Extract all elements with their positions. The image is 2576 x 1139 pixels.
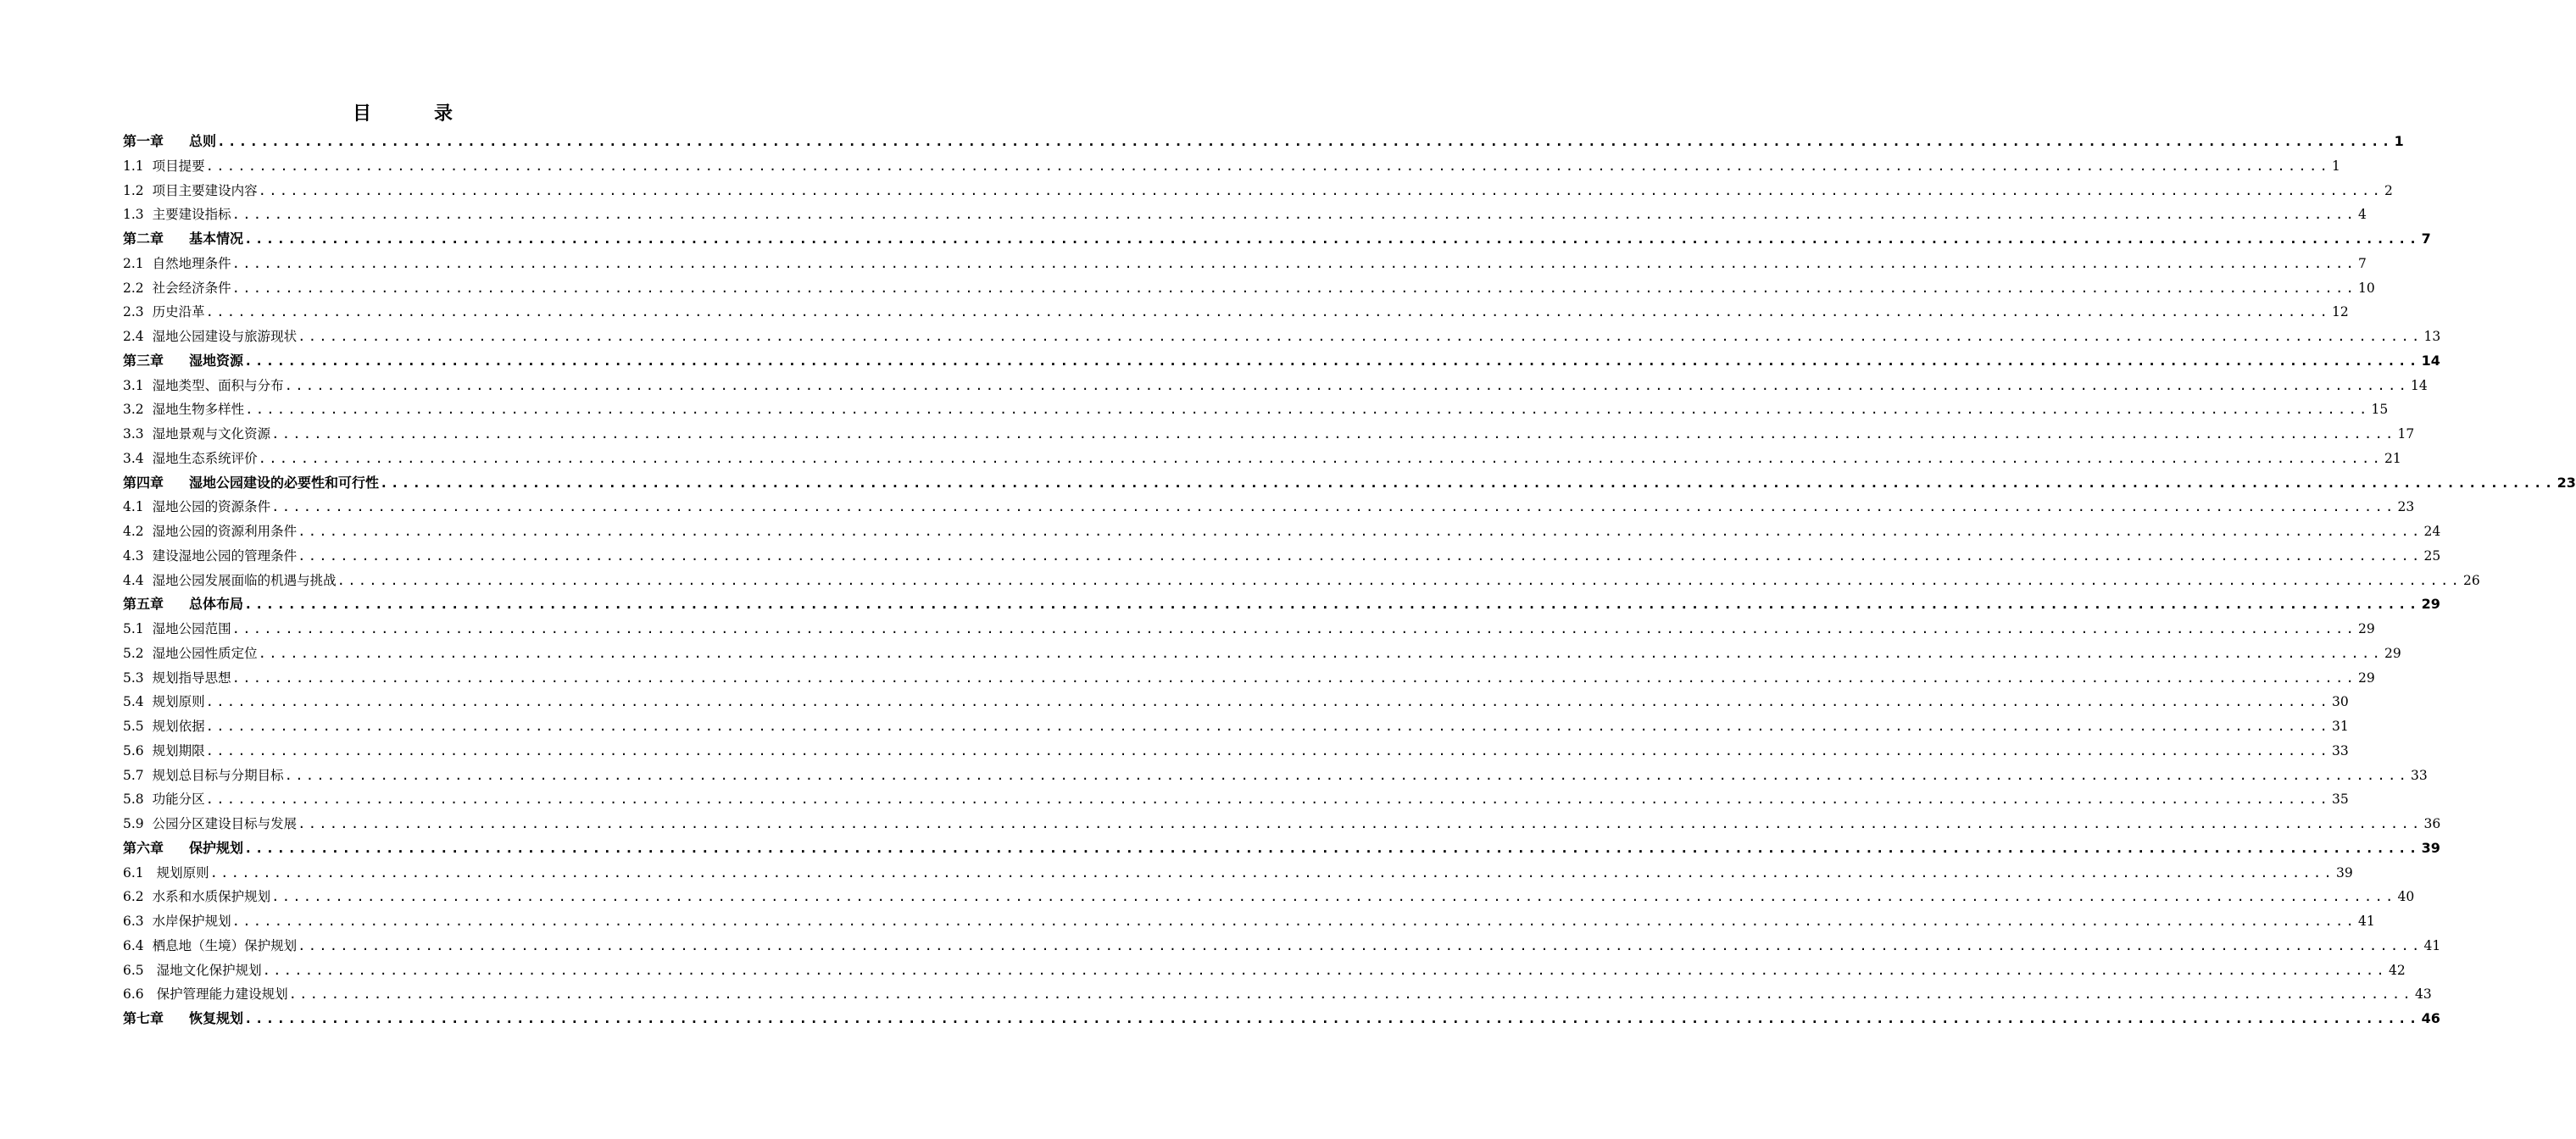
toc-entry-title: 湿地文化保护规划 bbox=[152, 962, 262, 978]
toc-entry-page-number: 7 bbox=[2358, 255, 2367, 271]
toc-entry-title: 规划原则 bbox=[152, 694, 205, 710]
dot-leader: ........................................................................................................................................................................................................ bbox=[284, 767, 2410, 783]
toc-entry-number: 2.4 bbox=[123, 329, 144, 344]
toc-section-entry[interactable] bbox=[123, 690, 2349, 714]
toc-entry-label bbox=[123, 203, 231, 227]
toc-entry-title: 功能分区 bbox=[152, 792, 205, 808]
toc-entry-label bbox=[123, 325, 297, 349]
toc-entry-label bbox=[123, 714, 205, 739]
table-of-contents bbox=[123, 130, 2576, 1031]
toc-entry-number: 2.2 bbox=[123, 280, 144, 296]
toc-entry-title: 规划总目标与分期目标 bbox=[152, 767, 284, 783]
toc-entry-label bbox=[123, 934, 297, 958]
toc-entry-number: 5.1 bbox=[123, 621, 144, 636]
toc-entry-number: 5.6 bbox=[123, 742, 144, 758]
toc-entry-title: 水岸保护规划 bbox=[152, 914, 231, 929]
dot-leader: ........................................................................................................................................................................................................ bbox=[258, 450, 2384, 466]
toc-entry-page-number: 2 bbox=[2384, 182, 2393, 198]
toc-section-entry[interactable] bbox=[123, 764, 2428, 788]
toc-entry-label bbox=[123, 617, 231, 642]
toc-entry-title: 湿地公园建设与旅游现状 bbox=[152, 329, 298, 344]
dot-leader: ........................................................................................................................................................................................................ bbox=[205, 304, 2331, 320]
toc-entry-page-number: 39 bbox=[2335, 864, 2353, 881]
toc-entry-page-number: 14 bbox=[2421, 352, 2440, 369]
dot-leader: ........................................................................................................................................................................................................ bbox=[245, 402, 2370, 418]
toc-entry-label bbox=[123, 154, 205, 179]
dot-leader: ........................................................................................................................................................................................................ bbox=[205, 694, 2331, 710]
toc-entry-page-number: 29 bbox=[2358, 621, 2375, 636]
toc-section-entry[interactable] bbox=[123, 812, 2441, 836]
toc-entry-page-number: 1 bbox=[2332, 158, 2340, 174]
toc-entry-page-number: 12 bbox=[2332, 304, 2349, 320]
toc-entry-page-number: 29 bbox=[2384, 645, 2401, 661]
toc-entry-title: 规划依据 bbox=[152, 719, 205, 734]
dot-leader: ........................................................................................................................................................................................................ bbox=[244, 352, 2420, 369]
toc-entry-number: 3.3 bbox=[123, 426, 144, 442]
toc-entry-label bbox=[123, 861, 209, 886]
toc-section-entry[interactable] bbox=[123, 569, 2480, 593]
toc-entry-number: 5.2 bbox=[123, 645, 144, 661]
toc-entry-title: 湿地公园发展面临的机遇与挑战 bbox=[152, 572, 337, 588]
toc-entry-title: 栖息地（生境）保护规划 bbox=[152, 937, 298, 953]
dot-leader: ........................................................................................................................................................................................................ bbox=[337, 572, 2462, 588]
toc-entry-number: 1.2 bbox=[123, 182, 144, 198]
dot-leader: ........................................................................................................................................................................................................ bbox=[231, 207, 2357, 223]
toc-entry-page-number: 4 bbox=[2358, 207, 2367, 223]
toc-entry-label bbox=[123, 130, 216, 154]
toc-entry-title: 湿地公园的资源利用条件 bbox=[152, 524, 298, 539]
toc-chapter-entry[interactable] bbox=[123, 1007, 2440, 1031]
toc-entry-number: 5.9 bbox=[123, 816, 144, 831]
toc-section-entry[interactable] bbox=[123, 787, 2349, 812]
dot-leader: ........................................................................................................................................................................................................ bbox=[205, 158, 2331, 174]
toc-entry-title: 主要建设指标 bbox=[152, 207, 231, 223]
dot-leader: ........................................................................................................................................................................................................ bbox=[231, 280, 2357, 296]
dot-leader: ........................................................................................................................................................................................................ bbox=[298, 524, 2423, 539]
toc-entry-page-number: 42 bbox=[2388, 962, 2406, 978]
toc-entry-label bbox=[123, 422, 270, 447]
toc-entry-page-number: 17 bbox=[2397, 426, 2415, 442]
toc-chapter-entry[interactable] bbox=[123, 130, 2404, 154]
toc-entry-title: 项目提要 bbox=[152, 158, 205, 174]
dot-leader: ........................................................................................................................................................................................................ bbox=[244, 839, 2420, 856]
toc-entry-label bbox=[123, 544, 297, 569]
toc-entry-label bbox=[123, 982, 288, 1007]
dot-leader: ........................................................................................................................................................................................................ bbox=[284, 377, 2410, 393]
toc-section-entry[interactable] bbox=[123, 203, 2367, 227]
toc-entry-title: 湿地生物多样性 bbox=[152, 402, 245, 418]
toc-entry-number: 4.2 bbox=[123, 524, 144, 539]
toc-entry-number: 5.4 bbox=[123, 694, 144, 710]
toc-section-entry[interactable] bbox=[123, 617, 2375, 642]
dot-leader: ........................................................................................................................................................................................................ bbox=[380, 474, 2556, 491]
toc-section-entry[interactable] bbox=[123, 739, 2349, 764]
toc-entry-title: 基本情况 bbox=[189, 231, 244, 247]
toc-entry-number: 第二章 bbox=[123, 231, 164, 247]
toc-section-entry[interactable] bbox=[123, 519, 2441, 544]
toc-entry-title: 湿地景观与文化资源 bbox=[152, 426, 271, 442]
dot-leader: ........................................................................................................................................................................................................ bbox=[231, 621, 2357, 636]
toc-entry-title: 湿地公园的资源条件 bbox=[152, 499, 271, 515]
toc-entry-page-number: 36 bbox=[2423, 816, 2441, 831]
toc-entry-title: 历史沿革 bbox=[152, 304, 205, 320]
dot-leader: ........................................................................................................................................................................................................ bbox=[205, 719, 2331, 734]
toc-section-entry[interactable] bbox=[123, 154, 2340, 179]
toc-entry-number: 4.4 bbox=[123, 572, 144, 588]
toc-section-entry[interactable] bbox=[123, 544, 2441, 569]
dot-leader: ........................................................................................................................................................................................................ bbox=[288, 986, 2413, 1003]
dot-leader: ........................................................................................................................................................................................................ bbox=[298, 937, 2423, 953]
toc-entry-title: 水系和水质保护规划 bbox=[152, 889, 271, 905]
toc-entry-page-number: 26 bbox=[2463, 572, 2480, 588]
toc-entry-label bbox=[123, 592, 243, 617]
dot-leader: ........................................................................................................................................................................................................ bbox=[262, 962, 2387, 978]
toc-entry-title: 规划期限 bbox=[152, 742, 205, 758]
toc-entry-label bbox=[123, 909, 231, 934]
toc-entry-title: 总则 bbox=[189, 133, 217, 149]
toc-section-entry[interactable] bbox=[123, 885, 2415, 909]
toc-entry-title: 湿地公园范围 bbox=[152, 621, 231, 636]
toc-entry-number: 1.3 bbox=[123, 207, 144, 223]
toc-entry-label bbox=[123, 179, 258, 203]
toc-section-entry[interactable] bbox=[123, 447, 2401, 471]
toc-entry-title: 项目主要建设内容 bbox=[152, 182, 258, 198]
toc-entry-title: 湿地类型、面积与分布 bbox=[152, 377, 284, 393]
toc-section-entry[interactable] bbox=[123, 397, 2389, 422]
toc-entry-title: 规划原则 bbox=[152, 864, 209, 881]
toc-entry-title: 湿地生态系统评价 bbox=[152, 450, 258, 466]
toc-entry-page-number: 30 bbox=[2332, 694, 2349, 710]
toc-entry-page-number: 23 bbox=[2397, 499, 2415, 515]
toc-entry-page-number: 25 bbox=[2423, 547, 2441, 564]
toc-entry-label bbox=[123, 787, 205, 812]
dot-leader: ........................................................................................................................................................................................................ bbox=[217, 133, 2393, 149]
toc-entry-label bbox=[123, 666, 231, 691]
toc-section-entry[interactable] bbox=[123, 252, 2367, 276]
toc-chapter-entry[interactable] bbox=[123, 227, 2431, 252]
toc-section-entry[interactable] bbox=[123, 276, 2375, 301]
toc-chapter-entry[interactable] bbox=[123, 471, 2576, 496]
toc-entry-title: 保护管理能力建设规划 bbox=[152, 986, 288, 1003]
toc-title: 目 录 bbox=[352, 103, 475, 125]
dot-leader: ........................................................................................................................................................................................................ bbox=[298, 547, 2423, 564]
toc-entry-title: 总体布局 bbox=[189, 596, 244, 613]
toc-entry-number: 第三章 bbox=[123, 352, 164, 369]
toc-chapter-entry[interactable] bbox=[123, 349, 2440, 374]
toc-entry-page-number: 41 bbox=[2423, 937, 2441, 953]
toc-entry-label bbox=[123, 300, 205, 325]
dot-leader: ........................................................................................................................................................................................................ bbox=[244, 231, 2420, 247]
toc-entry-title: 自然地理条件 bbox=[152, 255, 231, 271]
toc-section-entry[interactable] bbox=[123, 958, 2406, 983]
dot-leader: ........................................................................................................................................................................................................ bbox=[205, 792, 2331, 808]
dot-leader: ........................................................................................................................................................................................................ bbox=[231, 255, 2357, 271]
toc-entry-number: 4.3 bbox=[123, 547, 144, 564]
toc-entry-label bbox=[123, 374, 284, 398]
toc-entry-number: 6.6 bbox=[123, 986, 144, 1003]
toc-section-entry[interactable] bbox=[123, 714, 2349, 739]
toc-section-entry[interactable] bbox=[123, 300, 2349, 325]
toc-entry-page-number: 10 bbox=[2358, 280, 2375, 296]
toc-entry-label bbox=[123, 519, 297, 544]
toc-entry-page-number: 1 bbox=[2394, 133, 2404, 149]
toc-entry-label bbox=[123, 569, 337, 593]
toc-entry-label bbox=[123, 471, 379, 496]
toc-entry-title: 恢复规划 bbox=[189, 1010, 244, 1026]
toc-entry-title: 保护规划 bbox=[189, 839, 244, 856]
dot-leader: ........................................................................................................................................................................................................ bbox=[271, 889, 2396, 905]
dot-leader: ........................................................................................................................................................................................................ bbox=[258, 182, 2384, 198]
toc-entry-page-number: 31 bbox=[2332, 719, 2349, 734]
toc-entry-label bbox=[123, 812, 297, 836]
toc-entry-page-number: 23 bbox=[2557, 474, 2576, 491]
toc-entry-title: 湿地公园建设的必要性和可行性 bbox=[189, 474, 380, 491]
toc-section-entry[interactable] bbox=[123, 325, 2441, 349]
toc-entry-label bbox=[123, 227, 243, 252]
toc-section-entry[interactable] bbox=[123, 861, 2353, 886]
toc-entry-number: 3.4 bbox=[123, 450, 144, 466]
toc-entry-number: 6.3 bbox=[123, 914, 144, 929]
toc-entry-label bbox=[123, 739, 205, 764]
toc-entry-label bbox=[123, 885, 270, 909]
toc-entry-page-number: 41 bbox=[2358, 914, 2375, 929]
toc-entry-title: 建设湿地公园的管理条件 bbox=[152, 547, 298, 564]
toc-entry-label bbox=[123, 690, 205, 714]
toc-entry-number: 6.2 bbox=[123, 889, 144, 905]
toc-entry-title: 湿地资源 bbox=[189, 352, 244, 369]
toc-section-entry[interactable] bbox=[123, 422, 2415, 447]
toc-entry-number: 5.3 bbox=[123, 670, 144, 686]
toc-entry-page-number: 29 bbox=[2421, 596, 2440, 613]
toc-entry-number: 5.8 bbox=[123, 792, 144, 808]
toc-entry-title: 湿地公园性质定位 bbox=[152, 645, 258, 661]
toc-entry-label bbox=[123, 276, 231, 301]
toc-entry-page-number: 46 bbox=[2421, 1010, 2440, 1026]
toc-entry-number: 第五章 bbox=[123, 596, 164, 613]
toc-entry-page-number: 35 bbox=[2332, 792, 2349, 808]
toc-entry-title: 规划指导思想 bbox=[152, 670, 231, 686]
dot-leader: ........................................................................................................................................................................................................ bbox=[298, 816, 2423, 831]
toc-entry-number: 3.2 bbox=[123, 402, 144, 418]
toc-entry-number: 3.1 bbox=[123, 377, 144, 393]
toc-entry-number: 2.3 bbox=[123, 304, 144, 320]
toc-entry-label bbox=[123, 495, 270, 519]
toc-entry-number: 第七章 bbox=[123, 1010, 164, 1026]
toc-entry-number: 6.1 bbox=[123, 864, 144, 881]
toc-chapter-entry[interactable] bbox=[123, 592, 2440, 617]
toc-entry-number: 1.1 bbox=[123, 158, 144, 174]
toc-entry-number: 2.1 bbox=[123, 255, 144, 271]
toc-section-entry[interactable] bbox=[123, 982, 2432, 1007]
toc-entry-page-number: 15 bbox=[2371, 402, 2389, 418]
toc-entry-page-number: 33 bbox=[2332, 742, 2349, 758]
toc-entry-page-number: 13 bbox=[2423, 329, 2441, 344]
toc-entry-label bbox=[123, 397, 244, 422]
toc-entry-title: 社会经济条件 bbox=[152, 280, 231, 296]
dot-leader: ........................................................................................................................................................................................................ bbox=[209, 864, 2334, 881]
toc-section-entry[interactable] bbox=[123, 642, 2401, 666]
dot-leader: ........................................................................................................................................................................................................ bbox=[298, 329, 2423, 344]
toc-section-entry[interactable] bbox=[123, 179, 2393, 203]
toc-entry-number: 6.4 bbox=[123, 937, 144, 953]
toc-entry-page-number: 33 bbox=[2411, 767, 2428, 783]
toc-entry-number: 第四章 bbox=[123, 474, 164, 491]
toc-entry-number: 4.1 bbox=[123, 499, 144, 515]
toc-entry-page-number: 43 bbox=[2414, 986, 2432, 1003]
toc-section-entry[interactable] bbox=[123, 495, 2415, 519]
toc-entry-label bbox=[123, 349, 243, 374]
toc-entry-number: 第一章 bbox=[123, 133, 164, 149]
toc-entry-title: 公园分区建设目标与发展 bbox=[152, 816, 298, 831]
toc-entry-page-number: 7 bbox=[2421, 231, 2431, 247]
toc-entry-label bbox=[123, 836, 243, 861]
toc-entry-label bbox=[123, 958, 262, 983]
toc-entry-label bbox=[123, 447, 258, 471]
dot-leader: ........................................................................................................................................................................................................ bbox=[231, 670, 2357, 686]
dot-leader: ........................................................................................................................................................................................................ bbox=[244, 1010, 2420, 1026]
toc-entry-page-number: 14 bbox=[2411, 377, 2428, 393]
toc-section-entry[interactable] bbox=[123, 909, 2375, 934]
dot-leader: ........................................................................................................................................................................................................ bbox=[205, 742, 2331, 758]
toc-section-entry[interactable] bbox=[123, 374, 2428, 398]
toc-section-entry[interactable] bbox=[123, 666, 2375, 691]
toc-entry-label bbox=[123, 252, 231, 276]
toc-entry-label bbox=[123, 642, 258, 666]
toc-entry-number: 5.7 bbox=[123, 767, 144, 783]
dot-leader: ........................................................................................................................................................................................................ bbox=[231, 914, 2357, 929]
toc-entry-page-number: 40 bbox=[2397, 889, 2415, 905]
toc-entry-label bbox=[123, 764, 284, 788]
dot-leader: ........................................................................................................................................................................................................ bbox=[244, 596, 2420, 613]
toc-chapter-entry[interactable] bbox=[123, 836, 2440, 861]
toc-section-entry[interactable] bbox=[123, 934, 2441, 958]
toc-entry-page-number: 21 bbox=[2384, 450, 2401, 466]
toc-entry-page-number: 24 bbox=[2423, 524, 2441, 539]
dot-leader: ........................................................................................................................................................................................................ bbox=[271, 499, 2396, 515]
toc-entry-number: 第六章 bbox=[123, 839, 164, 856]
dot-leader: ........................................................................................................................................................................................................ bbox=[271, 426, 2396, 442]
toc-entry-page-number: 39 bbox=[2421, 839, 2440, 856]
toc-entry-number: 6.5 bbox=[123, 962, 144, 978]
dot-leader: ........................................................................................................................................................................................................ bbox=[258, 645, 2384, 661]
toc-entry-number: 5.5 bbox=[123, 719, 144, 734]
toc-entry-label bbox=[123, 1007, 243, 1031]
toc-entry-page-number: 29 bbox=[2358, 670, 2375, 686]
